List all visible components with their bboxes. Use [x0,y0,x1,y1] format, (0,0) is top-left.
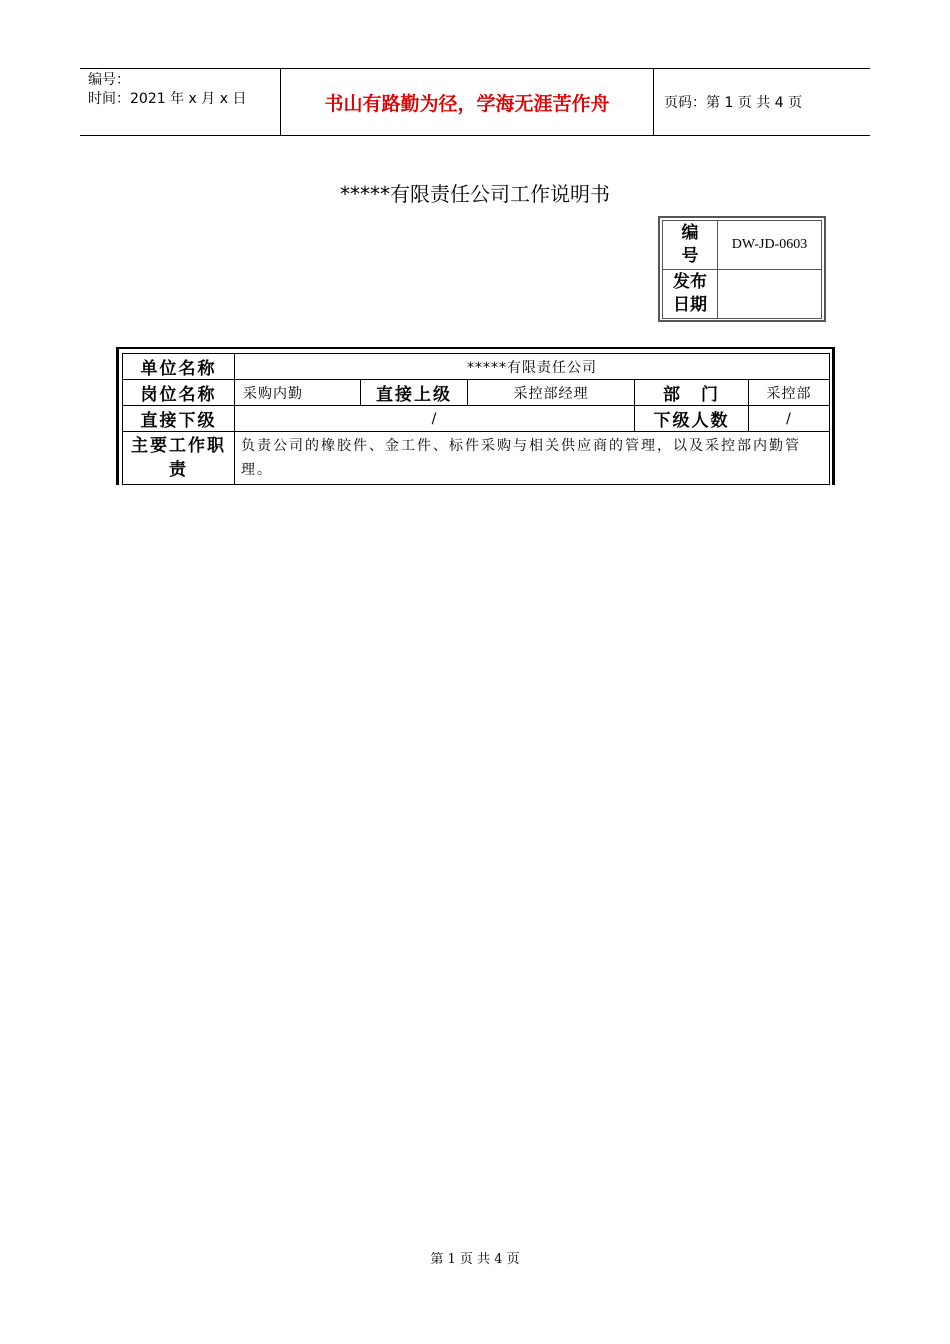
document-date: 时间：2021 年 x 月 x 日 [88,91,247,107]
document-meta-table [662,220,822,319]
header-motto: 书山有路勤为径，学海无涯苦作舟 [281,69,654,135]
document-meta-box [658,216,826,322]
table-row [123,432,830,485]
department-label: 部 门 [635,380,749,406]
department-value: 采控部 [749,380,830,406]
header-page-info: 页码：第 1 页 共 4 页 [664,95,803,111]
superior-value: 采控部经理 [468,380,635,406]
job-info-table [122,353,830,485]
page-footer: 第 1 页 共 4 页 [430,1252,520,1267]
position-name-value: 采购内勤 [235,380,361,406]
subordinate-count-value: / [749,406,830,432]
main-duties-label: 主要工作职责 [123,432,235,485]
meta-number-value: DW-JD-0603 [718,221,822,270]
meta-date-value [718,270,822,319]
subordinate-value: / [235,406,635,432]
document-title: *****有限责任公司工作说明书 [340,182,610,206]
table-row [123,406,830,432]
page-header [80,68,870,136]
subordinate-count-label: 下级人数 [635,406,749,432]
job-info-box [116,347,835,485]
meta-number-label: 编 号 [663,221,718,270]
meta-date-label: 发布 日期 [663,270,718,319]
header-info [80,69,281,135]
position-name-label: 岗位名称 [123,380,235,406]
subordinate-label: 直接下级 [123,406,235,432]
unit-name-label: 单位名称 [123,354,235,380]
superior-label: 直接上级 [361,380,468,406]
table-row [123,380,830,406]
document-number-label: 编号： [88,72,130,88]
table-row [123,354,830,380]
main-duties-value: 负责公司的橡胶件、金工件、标件采购与相关供应商的管理，以及采控部内勤管理。 [235,432,830,485]
unit-name-value: *****有限责任公司 [235,354,830,380]
